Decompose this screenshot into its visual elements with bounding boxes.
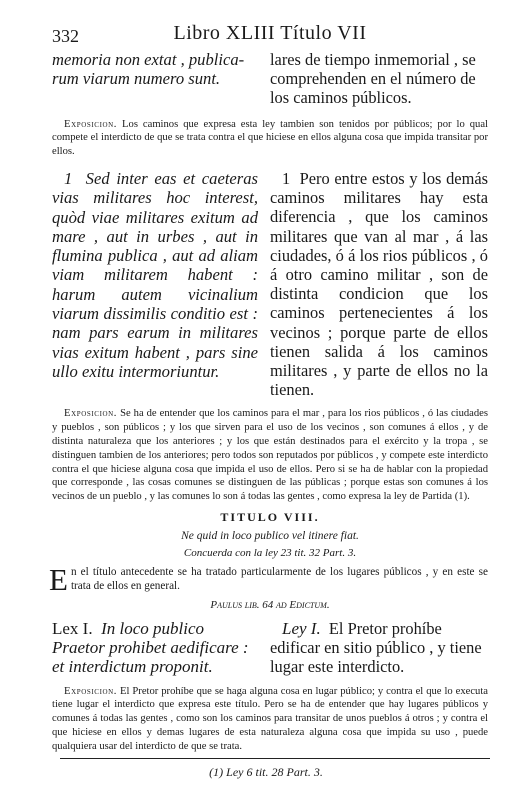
top-spanish [270,50,488,108]
law-1-spanish-text: Pero entre estos y los demás caminos militares hay esta diferencia , que los caminos militares que van al mar , á las ciudades, ó á los rios públicos , ó á otro camino militar , son de distinta condicion que los caminos pertenecientes á los vecinos ; porque parte de ellos tienen salida á los caminos militares , y parte de ellos no la tienen. [270,169,488,400]
footnote: (1) Ley 6 tit. 28 Part. 3. [209,765,323,779]
law-1-latin-text: Sed inter eas et caeteras vias militares hoc interest, quòd viae militares exitum ad mare , aut in urbes , aut in flumina publica , aut ad aliam viam militarem habent : harum autem vicinalium viarum dissimilis conditio est : nam pars earum in militares vias exitum habent , pars sine ullo exitu intermoriuntur. [52,169,259,381]
top-columns [52,50,488,108]
exposicion-2 [52,407,488,504]
exposicion-text: El Pretor prohíbe que se haga alguna cosa en lugar público; y contra el que lo executa tiene lugar el interdicto que expresa este título. Pero se ha de entender que hay lugares públicos y comunes á todas las gentes , como son los caminos para transitar de unos pueblos á otros ; y contra el que hiciese en ellos y demas lugares de esta naturaleza alguna cosa que impida su uso , puede qualquiera usar del interdicto de que se trata. [52,685,488,752]
top-spanish-line-1: lares de tiempo inmemorial , se [270,50,476,69]
page-number: 332 [52,26,79,46]
running-head: Libro XLIII Título VII [173,22,367,44]
titulo-heading: TITULO VIII. [220,510,320,525]
exposicion-label: Exposicion. [64,408,118,420]
top-spanish-line-2: comprehenden en el número de [270,69,476,89]
law-1-latin [52,169,258,399]
titulo-intro-text: n el título antecedente se ha tratado particularmente de los lugares públicos , y en este se trata de ellos en general. [70,566,488,593]
exposicion-label: Exposicion. [64,685,118,697]
top-latin-line-2: rum viarum numero sunt. [52,69,221,89]
exposicion-1 [52,118,488,159]
lex-1-latin-text: In loco publico Praetor prohibet aedificare : et interdictum proponit. [52,619,249,677]
top-latin-line-1: memoria non extat , publica- [52,50,245,69]
page [49,20,489,754]
lex-1-latin-label: Lex I. [52,619,93,639]
top-spanish-line-3: los caminos públicos. [270,88,412,108]
lex-1-latin [52,619,258,677]
page-header [52,20,488,44]
law-1-spanish [270,169,488,399]
drop-cap: E [49,562,68,598]
lex-1-spanish-label: Ley I. [282,619,321,639]
lex-1-spanish [270,619,488,677]
exposicion-label: Exposicion. [64,118,118,130]
top-latin [52,50,258,108]
lex-1-columns [52,619,488,677]
titulo-latin-title: Ne quid in loco publico vel itinere fiat. [181,530,359,543]
source-reference: Paulus lib. 64 ad Edictum. [210,599,330,612]
exposicion-text: Se ha de entender que los caminos para el mar , para los rios públicos , ó las ciudades y pueblos , son públicos ; y los que sirven para el uso de los vecinos , son comunes á ellos , y de distinta naturaleza que los anteriores ; y los que están destinados para el exército y la tropa , se distinguen tambien de los anteriores; pero todos son reputados por públicos , y compete este interdicto contra el que hiciese alguna cosa que impida el uso de ellos. Pero si se ha de hablar con la propiedad que corresponde , las cosas comunes se distinguen de las públicas ; porque estas son comunes á los vecinos de un pueblo , y las comunes lo son á todas las gentes , como expresa la ley de Partida (1). [52,408,489,503]
footnote-rule [60,758,490,759]
law-1-spanish-number: 1 [282,169,291,188]
exposicion-3 [52,685,488,754]
law-1-columns [52,169,488,399]
exposicion-text: Los caminos que expresa esta ley tambien son tenidos por públicos; por lo qual compete el interdicto de que se trata contra el que hiciese en ellos alguna cosa que impida transitar por ellos. [52,118,488,158]
titulo-intro [49,562,488,598]
lex-1-spanish-text: El Pretor prohíbe edificar en sitio público , y tiene lugar este interdicto. [270,619,482,677]
law-1-latin-number: 1 [64,169,73,188]
concuerda-reference: Concuerda con la ley 23 tit. 32 Part. 3. [183,547,357,560]
